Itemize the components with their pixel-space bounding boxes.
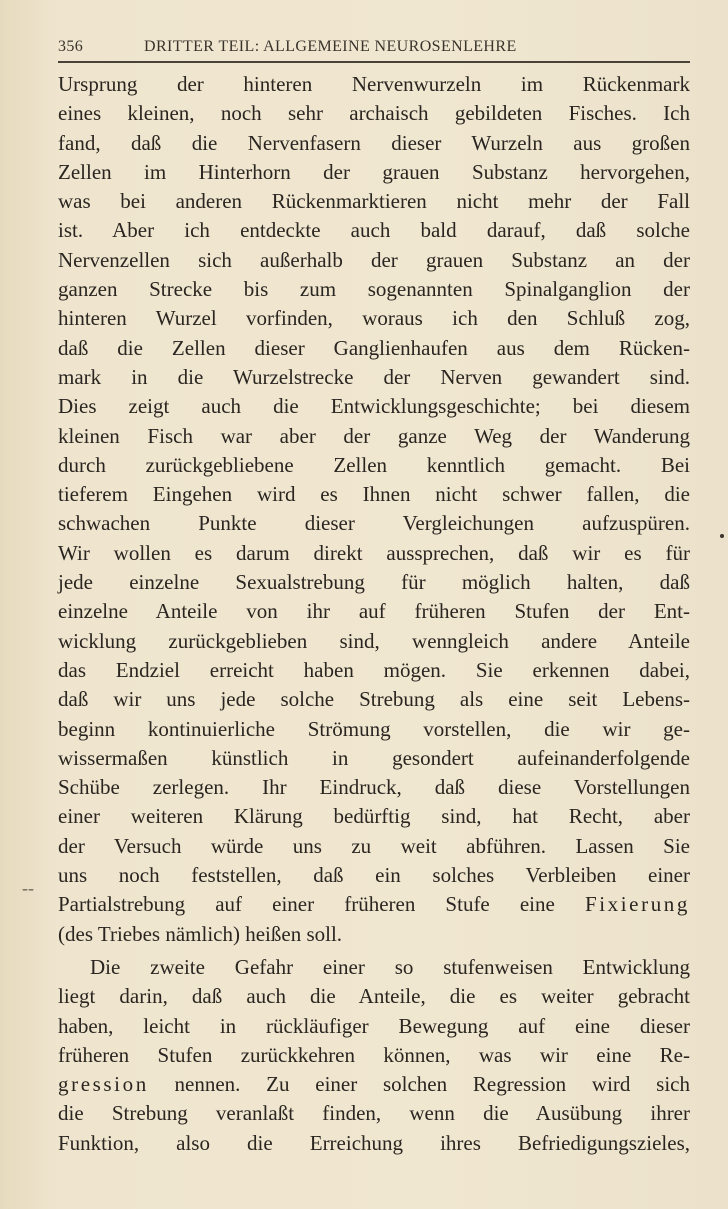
text-line: wissermaßen künstlich in gesondert aufeinanderfolgende [58,745,690,770]
text-line: tieferem Eingehen wird es Ihnen nicht schwer fallen, die [58,482,690,507]
text-line: Nervenzellen sich außerhalb der grauen Substanz an der [58,247,690,272]
ink-speck [720,534,724,538]
text-line: Die zweite Gefahr einer so stufenweisen Entwicklung [90,954,690,979]
text-line: eines kleinen, noch sehr archaisch gebildeten Fisches. Ich [58,101,690,126]
text-line [58,1070,690,1099]
text-line: mark in die Wurzelstrecke der Nerven gewandert sind. [58,364,690,389]
text-line: Ursprung der hinteren Nervenwurzeln im Rückenmark [58,72,690,96]
text-line: daß die Zellen dieser Ganglienhaufen aus dem Rücken- [58,335,690,360]
text-line: hinteren Wurzel vorfinden, woraus ich den Schluß zog, [58,306,690,331]
text-line [58,890,690,919]
emphasis-term: gression [58,1072,149,1097]
text-line: Wir wollen es darum direkt aussprechen, daß wir es für [58,540,690,565]
text-line: fand, daß die Nervenfasern dieser Wurzeln aus großen [58,130,690,155]
text-line: Zellen im Hinterhorn der grauen Substanz hervorgehen, [58,159,690,184]
text-line: daß wir uns jede solche Strebung als eine seit Lebens- [58,687,690,712]
paragraph-1 [58,70,690,949]
text-line: jede einzelne Sexualstrebung für möglich halten, daß [58,570,690,595]
page-header [58,38,690,60]
emphasis-term: Fixierung [584,892,690,917]
text-line: beginn kontinuierliche Strömung vorstellen, die wir ge- [58,716,690,741]
margin-mark: -- [22,878,34,898]
body-text [58,70,690,1158]
text-line: (des Triebes nämlich) heißen soll. [58,921,343,946]
text-line: wicklung zurückgeblieben sind, wenngleich andere Anteile [58,628,690,653]
text-line: Schübe zerlegen. Ihr Eindruck, daß diese Vorstellungen [58,775,690,800]
text-line: was bei anderen Rückenmarktieren nicht mehr der Fall [58,189,690,214]
text-line: früheren Stufen zurückkehren können, was wir eine Re- [58,1042,690,1067]
running-head: DRITTER TEIL: ALLGEMEINE NEUROSENLEHRE [144,38,517,55]
text-line: einer weiteren Klärung bedürftig sind, hat Recht, aber [58,804,690,829]
text-line: kleinen Fisch war aber der ganze Weg der Wanderung [58,423,690,448]
text-line: haben, leicht in rückläufiger Bewegung auf eine dieser [58,1013,690,1038]
text-line: ist. Aber ich entdeckte auch bald darauf, daß solche [58,218,690,243]
paragraph-2 [58,953,690,1158]
text-line: einzelne Anteile von ihr auf früheren Stufen der Ent- [58,599,690,624]
text-line: liegt darin, daß auch die Anteile, die es weiter gebracht [58,984,690,1009]
text-line: Funktion, also die Erreichung ihres Befriedigungszieles, [58,1130,690,1155]
text-line: uns noch feststellen, daß ein solches Verbleiben einer [58,863,690,888]
header-rule [58,61,690,63]
page-number: 356 [58,38,84,55]
text-line: ganzen Strecke bis zum sogenannten Spinalganglion der [58,277,690,302]
text-line: der Versuch würde uns zu weit abführen. Lassen Sie [58,833,690,858]
text-segment: nennen. Zu einer solchen Regression wird sich [148,1072,690,1097]
text-line: Dies zeigt auch die Entwicklungsgeschichte; bei diesem [58,394,690,419]
text-line: das Endziel erreicht haben mögen. Sie erkennen dabei, [58,657,690,682]
text-line: durch zurückgebliebene Zellen kenntlich gemacht. Bei [58,452,690,477]
text-line: die Strebung veranlaßt finden, wenn die Ausübung ihrer [58,1101,690,1126]
text-segment: Partialstrebung auf einer früheren Stufe eine [58,892,585,917]
text-line: schwachen Punkte dieser Vergleichungen aufzuspüren. [58,511,690,536]
